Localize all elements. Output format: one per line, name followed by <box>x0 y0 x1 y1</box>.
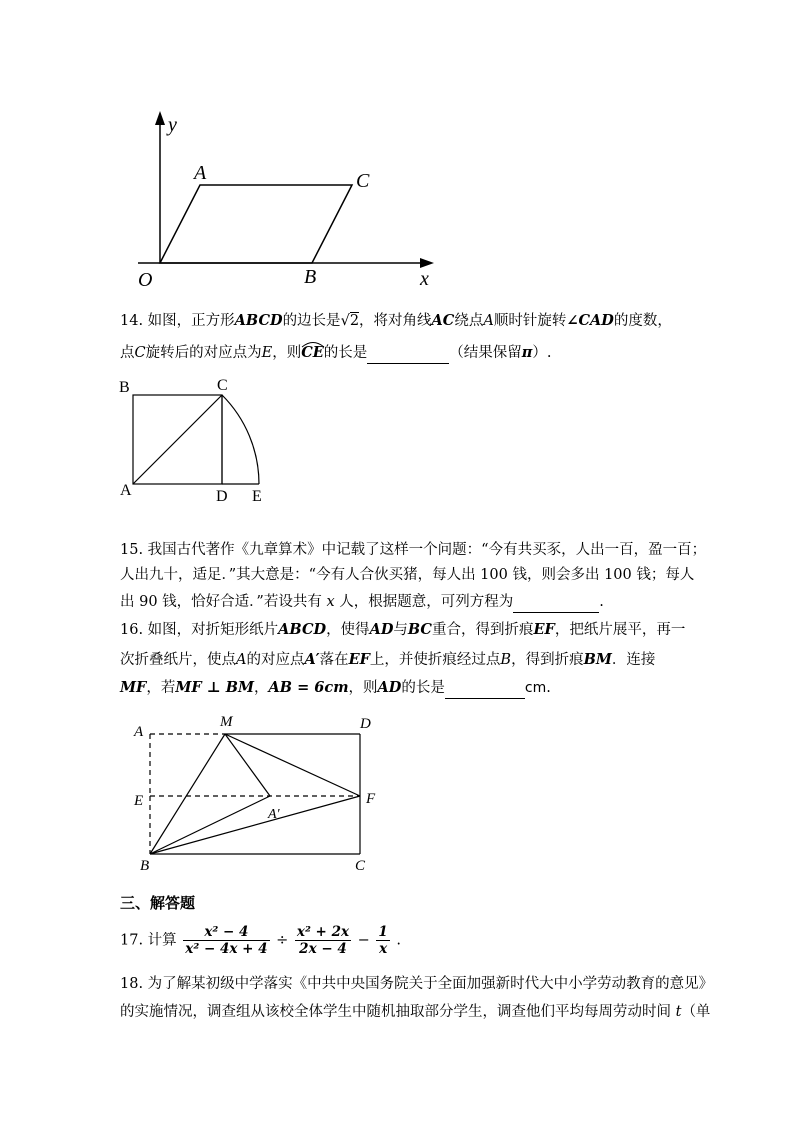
fraction-2 <box>295 924 351 957</box>
q14-abcd: ABCD <box>234 312 283 329</box>
q18-t: t <box>675 1004 682 1020</box>
q14-sqrt-value: 2 <box>349 313 360 329</box>
q15-text: . <box>599 594 604 610</box>
question-16-line-2 <box>120 650 655 670</box>
q16-text: ，则 <box>348 680 378 696</box>
q14-ac: AC <box>431 312 455 329</box>
q15-text: 人，根据题意，可列方程为 <box>334 594 514 610</box>
q16-text: ， <box>254 680 269 696</box>
q14-arc-label: CE <box>301 344 324 361</box>
question-15-line-1: 15. 我国古代著作《九章算术》中记载了这样一个问题：“今有共买豕，人出一百，盈一百； <box>120 542 707 558</box>
label-M: M <box>220 714 233 730</box>
section-heading: 三、解答题 <box>120 894 196 912</box>
fraction-2-numerator: x² + 2x <box>296 924 350 940</box>
label-A: A <box>134 724 144 740</box>
q16-text: ．连接 <box>611 652 656 668</box>
q14-text: ，则 <box>272 345 302 361</box>
figure-parallelogram <box>120 105 450 295</box>
diagonal-AC <box>133 395 222 484</box>
q16-ef: EF <box>533 621 555 638</box>
label-D: D <box>216 488 228 505</box>
label-C: C <box>355 858 366 874</box>
answer-blank-15[interactable] <box>513 592 599 613</box>
q14-text: 点 <box>120 345 135 361</box>
q14-text: 绕点 <box>454 313 484 329</box>
label-B: B <box>140 858 150 874</box>
q14-arc <box>301 344 324 361</box>
q14-number: 14. <box>120 313 144 329</box>
q14-pi: π <box>521 344 533 361</box>
q14-text: ）. <box>532 345 552 361</box>
q16-text: ，若 <box>146 680 176 696</box>
fraction-3-denominator: x <box>379 941 388 957</box>
q16-text: 重合，得到折痕 <box>431 622 534 638</box>
q18-text: （单 <box>681 1004 711 1020</box>
label-A-prime: A′ <box>268 807 280 822</box>
question-18-line-1: 18. 为了解某初级中学落实《中共中央国务院关于全面加强新时代大中小学劳动教育的意见》 <box>120 976 714 992</box>
figure-square-arc <box>115 372 275 507</box>
label-A: A <box>120 482 132 499</box>
label-C: C <box>356 170 370 192</box>
q14-text: 的长是 <box>323 345 368 361</box>
label-y: y <box>168 114 177 136</box>
q17-text: . <box>396 932 402 949</box>
label-A: A <box>194 162 207 184</box>
q16-text: 16. 如图，对折矩形纸片 <box>120 622 279 638</box>
q17-text: 17. 计算 <box>120 932 177 949</box>
label-E: E <box>252 488 262 505</box>
q14-e: E <box>261 345 273 361</box>
label-B: B <box>119 379 130 396</box>
arc-icon <box>301 340 325 348</box>
q16-abcd: ABCD <box>278 621 327 638</box>
q16-text: ，把纸片展平，再一 <box>554 622 686 638</box>
q16-text: 落在 <box>319 652 349 668</box>
q14-c: C <box>134 345 146 361</box>
label-O: O <box>138 269 153 291</box>
q16-bc: BC <box>407 621 432 638</box>
q16-text: . <box>546 680 551 696</box>
q14-text: 的边长是 <box>282 313 341 329</box>
q16-b: B <box>500 652 512 668</box>
q14-text: 的度数， <box>613 313 672 329</box>
q16-text: 的对应点 <box>246 652 305 668</box>
q18-text: 的实施情况，调查组从该校全体学生中随机抽取部分学生，调查他们平均每周劳动时间 <box>120 1004 676 1020</box>
fraction-3-numerator: 1 <box>378 924 388 940</box>
segment-MA-prime <box>225 734 270 796</box>
question-14-line-2 <box>120 343 552 364</box>
answer-blank-14[interactable] <box>367 343 449 364</box>
sqrt-icon: √ <box>340 313 350 329</box>
label-D: D <box>360 716 371 732</box>
label-B: B <box>304 266 317 288</box>
q15-text: 出 90 钱，恰好合适．”若设共有 <box>120 594 327 610</box>
q15-x: x <box>326 594 335 610</box>
question-16-line-1 <box>120 620 685 640</box>
fraction-3 <box>376 924 389 957</box>
figure-folded-rectangle <box>130 710 390 875</box>
y-axis-arrow-icon <box>155 111 165 125</box>
q16-ad: AD <box>369 621 394 638</box>
parallelogram-OACB <box>160 185 352 263</box>
q14-a: A <box>483 313 494 329</box>
question-14-line-1 <box>120 311 672 331</box>
q16-a: A <box>236 652 247 668</box>
label-F: F <box>366 791 376 807</box>
q14-text: 顺时针旋转 <box>493 313 567 329</box>
fraction-1-denominator: x² − 4x + 4 <box>185 941 268 957</box>
q16-ef: EF <box>348 651 370 668</box>
q16-a-prime: A′ <box>304 651 320 668</box>
q14-text: （结果保留 <box>449 345 522 361</box>
fraction-2-denominator: 2x − 4 <box>299 941 347 957</box>
q16-text: ，使得 <box>326 622 370 638</box>
q16-mf: MF <box>120 679 147 696</box>
question-17 <box>120 924 401 957</box>
label-x: x <box>420 268 429 290</box>
question-15-line-3 <box>120 592 604 613</box>
q14-text: 旋转后的对应点为 <box>145 345 262 361</box>
q16-text: ，得到折痕 <box>511 652 584 668</box>
q16-perp: MF ⊥ BM <box>175 679 255 696</box>
divide-sign: ÷ <box>276 932 289 949</box>
question-16-line-3 <box>120 678 551 699</box>
q16-text: 次折叠纸片，使点 <box>120 652 236 668</box>
fraction-1-numerator: x² − 4 <box>183 924 269 941</box>
q16-text: 上，并使折痕经过点 <box>369 652 501 668</box>
q16-text: 的长是 <box>401 680 445 696</box>
q16-text: 与 <box>393 622 408 638</box>
label-E: E <box>134 793 144 809</box>
arc-CE <box>222 395 259 484</box>
fraction-1 <box>183 924 269 957</box>
question-18-line-2 <box>120 1002 710 1022</box>
q16-unit: cm <box>524 680 547 696</box>
q16-ad: AD <box>377 679 402 696</box>
q14-text: ，将对角线 <box>359 313 432 329</box>
question-15-line-2: 人出九十，适足．”其大意是：“今有人合伙买猪，每人出 100 钱，则会多出 100 钱；每人 <box>120 567 695 583</box>
segment-MF <box>225 734 360 796</box>
q14-angle: ∠CAD <box>566 312 614 329</box>
x-axis-arrow-icon <box>420 258 434 268</box>
minus-sign: − <box>357 932 370 949</box>
label-C: C <box>217 377 228 394</box>
q14-text: 如图，正方形 <box>147 313 235 329</box>
answer-blank-16[interactable] <box>445 678 525 699</box>
q16-bm: BM <box>583 651 612 668</box>
q16-ab-eq: AB = 6cm <box>268 679 349 696</box>
